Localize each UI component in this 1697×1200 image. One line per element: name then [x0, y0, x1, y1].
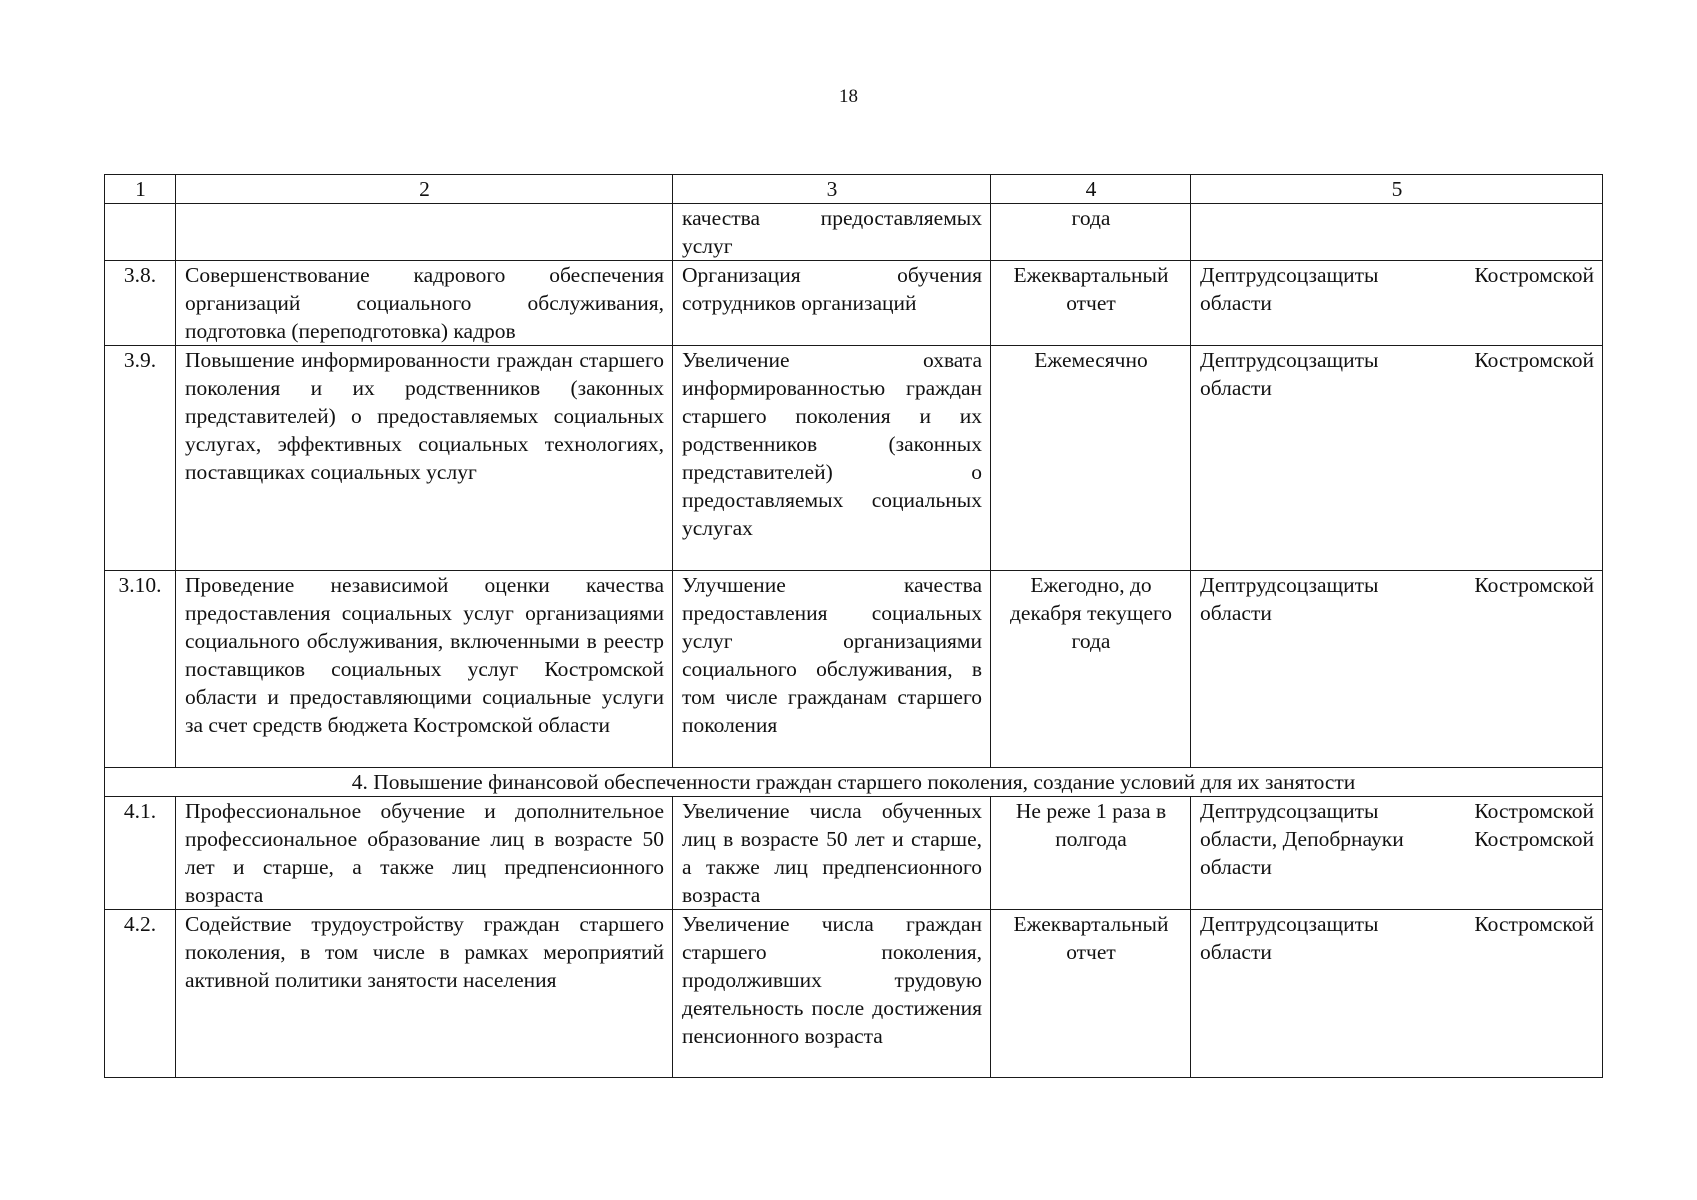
responsible-tail: области	[1200, 376, 1272, 400]
responsible-org: Дептрудсоцзащиты	[1200, 912, 1379, 936]
measures-table	[104, 174, 1603, 1078]
header-col-4: 4	[991, 175, 1191, 204]
row-number: 3.8.	[105, 261, 176, 346]
responsible-cell	[1191, 797, 1603, 910]
result-cell: Увеличение охвата информированностью граждан старшего поколения и их родственников (законных представителей) о предоставляемых социальных услугах	[673, 346, 991, 571]
responsible-org: Дептрудсоцзащиты	[1200, 573, 1379, 597]
table-row	[105, 571, 1603, 768]
measure-cell: Совершенствование кадрового обеспечения организаций социального обслуживания, подготовка (переподготовка) кадров	[176, 261, 673, 346]
row-number: 3.10.	[105, 571, 176, 768]
measure-cell: Проведение независимой оценки качества предоставления социальных услуг организациями социального обслуживания, включенными в реестр поставщиков социальных услуг Костромской области и предоставляющими социальные услуги за счет средств бюджета Костромской области	[176, 571, 673, 768]
result-cell: Улучшение качества предоставления социальных услуг организациями социального обслуживания, в том числе гражданам старшего поколения	[673, 571, 991, 768]
responsible-tail: области	[1200, 601, 1272, 625]
header-col-1: 1	[105, 175, 176, 204]
header-col-3: 3	[673, 175, 991, 204]
row-number	[105, 204, 176, 261]
term-cell: Ежеквартальный отчет	[991, 261, 1191, 346]
row-number: 4.2.	[105, 910, 176, 1078]
responsible-region: Костромской	[1474, 573, 1594, 597]
term-cell: Ежеквартальный отчет	[991, 910, 1191, 1078]
measure-cell: Профессиональное обучение и дополнительное профессиональное образование лиц в возрасте 50 лет и старше, а также лиц предпенсионного возраста	[176, 797, 673, 910]
table-row	[105, 797, 1603, 910]
term-cell: года	[991, 204, 1191, 261]
responsible-cell	[1191, 571, 1603, 768]
term-cell: Не реже 1 раза в полгода	[991, 797, 1191, 910]
term-cell: Ежегодно, до декабря текущего года	[991, 571, 1191, 768]
responsible-cell	[1191, 204, 1603, 261]
term-cell: Ежемесячно	[991, 346, 1191, 571]
result-cell: Увеличение числа граждан старшего поколения, продолживших трудовую деятельность после достижения пенсионного возраста	[673, 910, 991, 1078]
responsible-org: Дептрудсоцзащиты	[1200, 799, 1379, 823]
responsible-tail: области	[1200, 855, 1272, 879]
measure-cell: Повышение информированности граждан старшего поколения и их родственников (законных представителей) о предоставляемых социальных услугах, эффективных социальных технологиях, поставщиках социальных услуг	[176, 346, 673, 571]
responsible-region: Костромской	[1474, 799, 1594, 823]
table-row	[105, 204, 1603, 261]
responsible-org: Дептрудсоцзащиты	[1200, 263, 1379, 287]
result-cell: Увеличение числа обученных лиц в возрасте 50 лет и старше, а также лиц предпенсионного возраста	[673, 797, 991, 910]
result-cell: качества предоставляемых услуг	[673, 204, 991, 261]
responsible-cell	[1191, 346, 1603, 571]
section-heading: 4. Повышение финансовой обеспеченности граждан старшего поколения, создание условий для их занятости	[105, 768, 1603, 797]
responsible-region-2: Костромской	[1474, 827, 1594, 851]
responsible-region: Костромской	[1474, 263, 1594, 287]
responsible-region: Костромской	[1474, 912, 1594, 936]
page-number: 18	[839, 86, 858, 107]
row-number: 3.9.	[105, 346, 176, 571]
table-row	[105, 910, 1603, 1078]
responsible-cell	[1191, 910, 1603, 1078]
row-number: 4.1.	[105, 797, 176, 910]
section-heading-row	[105, 768, 1603, 797]
header-col-2: 2	[176, 175, 673, 204]
table-header-row	[105, 175, 1603, 204]
responsible-tail: области	[1200, 940, 1272, 964]
measure-cell	[176, 204, 673, 261]
responsible-cell	[1191, 261, 1603, 346]
measure-cell: Содействие трудоустройству граждан старшего поколения, в том числе в рамках мероприятий активной политики занятости населения	[176, 910, 673, 1078]
responsible-org-2: области, Депобрнауки	[1200, 827, 1404, 851]
responsible-org: Дептрудсоцзащиты	[1200, 348, 1379, 372]
table-row	[105, 346, 1603, 571]
header-col-5: 5	[1191, 175, 1603, 204]
responsible-tail: области	[1200, 291, 1272, 315]
responsible-region: Костромской	[1474, 348, 1594, 372]
result-cell: Организация обучения сотрудников организаций	[673, 261, 991, 346]
table-row	[105, 261, 1603, 346]
